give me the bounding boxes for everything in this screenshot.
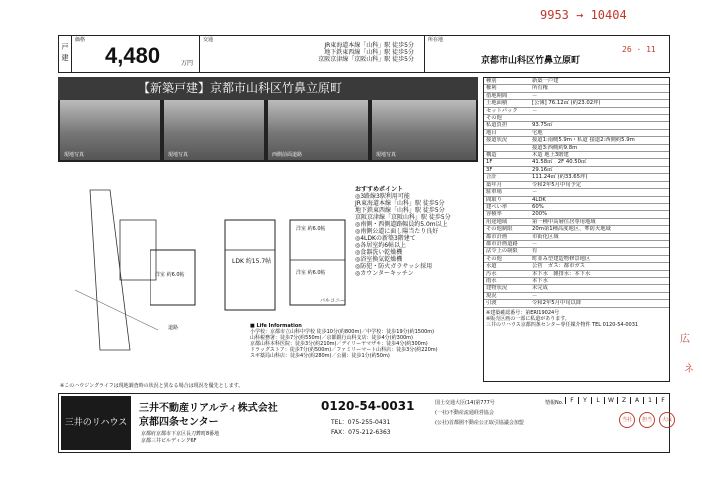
spec-row bbox=[484, 85, 669, 92]
site-map bbox=[70, 180, 160, 360]
spec-value: [公簿] 76.12㎡ (約23.02坪) bbox=[530, 100, 669, 107]
spec-key: 種別 bbox=[484, 78, 530, 85]
code-cells bbox=[565, 397, 670, 404]
spec-row bbox=[484, 100, 669, 107]
feature-item: ◎4LDKの新築3階建て bbox=[355, 235, 416, 242]
handwritten-side-note-1: 広 bbox=[680, 334, 690, 345]
room-label: 洋室 約6.0帖 bbox=[296, 270, 326, 276]
traffic-line: 京阪京津線「京阪山科」駅 徒歩5分 bbox=[318, 56, 414, 63]
code-cell: Y bbox=[578, 397, 591, 404]
tel-number[interactable]: TEL：075-255-0431 bbox=[331, 419, 391, 426]
spec-value: 宅地 bbox=[530, 129, 669, 136]
spec-row bbox=[484, 211, 669, 218]
spec-row bbox=[484, 107, 669, 114]
spec-key: 容積率 bbox=[484, 211, 530, 218]
photo-caption: 現地写真 bbox=[64, 152, 85, 158]
feature-item: ◎防犯・防火ガラサッシ採用 bbox=[355, 263, 433, 270]
code-cell: A bbox=[630, 397, 643, 404]
spec-row bbox=[484, 159, 669, 166]
remarks bbox=[484, 308, 669, 330]
feature-item: 京阪京津線「京阪山科」駅 徒歩5分 bbox=[355, 214, 451, 221]
life-info-heading: ■ Life Information bbox=[250, 323, 302, 329]
spec-row bbox=[484, 144, 669, 151]
spec-row bbox=[484, 181, 669, 188]
life-info-line: ドラッグストア：徒歩7分(約500m)／ファミリーマート山科店：徒歩3分(約220m) bbox=[250, 347, 438, 353]
spec-value: 60% bbox=[530, 203, 669, 210]
spec-row bbox=[484, 196, 669, 203]
footer bbox=[58, 393, 670, 453]
spec-row bbox=[484, 115, 669, 122]
fax-number: FAX：075-212-6363 bbox=[331, 429, 391, 436]
spec-row bbox=[484, 285, 669, 292]
spec-row bbox=[484, 263, 669, 270]
code-cell: F bbox=[565, 397, 578, 404]
road-label: 道路 bbox=[168, 325, 179, 331]
stamp: 大成 bbox=[659, 412, 675, 428]
site-photo bbox=[60, 100, 160, 160]
banner-title: 【新築戸建】京都市山科区竹鼻立原町 bbox=[58, 77, 478, 100]
traffic-lines bbox=[209, 42, 414, 63]
spec-key: 都市計画 bbox=[484, 233, 530, 240]
spec-row bbox=[484, 137, 669, 144]
spec-value: 本下水 bbox=[530, 277, 669, 284]
spec-key bbox=[484, 144, 530, 151]
feature-item: ◎カウンターキッチン bbox=[355, 270, 414, 277]
feature-item: ◎3路線3駅利用可能 bbox=[355, 193, 410, 200]
site-photo bbox=[372, 100, 476, 160]
remark-line: ※販売区画の一部に私道があります。 bbox=[486, 315, 570, 322]
spec-value: － bbox=[530, 189, 669, 196]
spec-key: 引渡 bbox=[484, 300, 530, 307]
spec-value: 市街化区域 bbox=[530, 233, 669, 240]
spec-value: 41.58㎡ 2F 40.50㎡ bbox=[530, 159, 669, 166]
photo-caption: 現地写真 bbox=[168, 152, 189, 158]
handwritten-ref-note: 9953 → 10404 bbox=[540, 8, 627, 22]
code-cell: L bbox=[591, 397, 604, 404]
rehouse-logo: 三井のリハウス bbox=[61, 396, 131, 450]
spec-key: 3F bbox=[484, 166, 530, 173]
spec-key: 土地面積 bbox=[484, 100, 530, 107]
spec-key: 水道 bbox=[484, 263, 530, 270]
spec-row bbox=[484, 218, 669, 225]
spec-value: 公営 ガス：都市ガス bbox=[530, 263, 669, 270]
branch-name: 京都四条センター bbox=[139, 417, 219, 428]
features-heading: おすすめポイント bbox=[355, 186, 404, 193]
spec-value: 令和2年5月中旬予定 bbox=[530, 181, 669, 188]
life-info-line: スギ薬局山科店：徒歩4分(約280m)／公園：徒歩1分(約50m) bbox=[250, 353, 390, 359]
spec-value: 111.24㎡ (約33.65坪) bbox=[530, 174, 669, 181]
spec-key: その他制限 bbox=[484, 226, 530, 233]
spec-value: 新築一戸建 bbox=[530, 78, 669, 85]
spec-key: 雨水 bbox=[484, 277, 530, 284]
feature-item: ◎南側公道に面し陽当たり良好 bbox=[355, 228, 439, 235]
spec-value: 令和2年5月中旬以降 bbox=[530, 300, 669, 307]
spec-row bbox=[484, 203, 669, 210]
life-info-line: 京都山科本科医院：徒歩3分(約210m)／デイリーヤマザキ：徒歩4分(約300m) bbox=[250, 341, 428, 347]
company-name: 三井不動産リアルティ株式会社 bbox=[139, 403, 278, 414]
price-unit: 万円 bbox=[181, 60, 194, 67]
spec-key: 築年月 bbox=[484, 181, 530, 188]
spec-value: － bbox=[530, 292, 669, 299]
spec-value: 接道1:南側5.9m・私道 接道2:西側約5.9m bbox=[530, 137, 669, 144]
spec-key: 汚水 bbox=[484, 270, 530, 277]
spec-row bbox=[484, 277, 669, 284]
spec-row bbox=[484, 129, 669, 136]
spec-value bbox=[530, 115, 669, 122]
spec-row bbox=[484, 292, 669, 299]
feature-item: ◎浴室換気乾燥機 bbox=[355, 256, 403, 263]
life-info bbox=[250, 323, 475, 359]
spec-value: 200% bbox=[530, 211, 669, 218]
feature-item: JR東海道本線「山科」駅 徒歩5分 bbox=[355, 200, 445, 207]
spec-row bbox=[484, 248, 669, 255]
spec-key: その他 bbox=[484, 115, 530, 122]
traffic-line: JR東海道本線「山科」駅 徒歩5分 bbox=[324, 42, 414, 49]
price-label: 価格 bbox=[75, 37, 86, 43]
spec-row bbox=[484, 92, 669, 99]
spec-row bbox=[484, 189, 669, 196]
spec-value: 29.16㎡ bbox=[530, 166, 669, 173]
feature-item: ◎南側・西側道路幅員約5.0m以上 bbox=[355, 221, 448, 228]
spec-key: 私道負担 bbox=[484, 122, 530, 129]
stamps bbox=[619, 412, 675, 428]
notice-text: ※このハウジングライフは現地調査時の状況と異なる場合は現況を優先とします。 bbox=[60, 383, 244, 389]
room-label: 洋室 約6.0帖 bbox=[155, 272, 185, 278]
feature-item: 地下鉄東西線「山科」駅 徒歩5分 bbox=[355, 207, 445, 214]
license-line: (一社)不動産流通経営協会 bbox=[435, 410, 494, 416]
spec-value: 町並み型建造物修景地区 bbox=[530, 255, 669, 262]
handwritten-date-note: 26 · 11 bbox=[622, 45, 656, 54]
spec-row bbox=[484, 255, 669, 262]
spec-key: 合計 bbox=[484, 174, 530, 181]
spec-value: 第一種中高層住居専用地域 bbox=[530, 218, 669, 225]
feature-item: ◎各居室約6帖以上 bbox=[355, 242, 407, 249]
spec-key: 接道状況 bbox=[484, 137, 530, 144]
photo-strip bbox=[58, 100, 478, 162]
spec-key: 駐車場 bbox=[484, 189, 530, 196]
life-info-line: 小学校：京都市立山科中学校 徒歩10分(約800m)／中学校：徒歩19分(約1500m) bbox=[250, 329, 435, 335]
spec-row bbox=[484, 270, 669, 277]
code-label: 情報No. bbox=[545, 400, 564, 406]
price-value: 4,480 bbox=[105, 43, 161, 68]
traffic-line: 地下鉄東西線「山科」駅 徒歩5分 bbox=[324, 49, 414, 56]
spec-row bbox=[484, 226, 669, 233]
remark-line: 三井のリハウス京都四条センター専任媒介物件 TEL 0120-54-0031 bbox=[486, 321, 639, 328]
code-cell: Z bbox=[617, 397, 630, 404]
spec-key: 用途地域 bbox=[484, 218, 530, 225]
address-line: 京都三井ビルディング6F bbox=[141, 438, 197, 444]
spec-key: 建物状況 bbox=[484, 285, 530, 292]
spec-key: その他 bbox=[484, 255, 530, 262]
spec-key: 建ぺい率 bbox=[484, 203, 530, 210]
spec-value: 接道3:西側約9.8m bbox=[530, 144, 669, 151]
spec-row bbox=[484, 233, 669, 240]
spec-key: 間取り bbox=[484, 196, 530, 203]
spec-value: 所有権 bbox=[530, 85, 669, 92]
spec-value: 未完成 bbox=[530, 285, 669, 292]
spec-row bbox=[484, 300, 669, 307]
spec-key: 都市計画道路 bbox=[484, 240, 530, 247]
spec-row bbox=[484, 166, 669, 173]
divider bbox=[424, 36, 425, 72]
road-photo bbox=[268, 100, 368, 160]
spec-value: 有 bbox=[530, 248, 669, 255]
spec-table bbox=[483, 77, 670, 382]
spec-value: － bbox=[530, 107, 669, 114]
photo-caption: 西側前面道路 bbox=[272, 152, 303, 158]
balcony-label: バルコニー bbox=[320, 298, 346, 304]
remark-line: ※建築確認番号：第ERI19024号 bbox=[486, 309, 560, 316]
divider bbox=[199, 36, 200, 72]
spec-key: 法令上の制限 bbox=[484, 248, 530, 255]
spec-key: 権利 bbox=[484, 85, 530, 92]
location-value: 京都市山科区竹鼻立原町 bbox=[481, 56, 581, 66]
category-label: 戸建 bbox=[59, 36, 72, 72]
spec-value: 本下水 雑排水：本下水 bbox=[530, 270, 669, 277]
life-info-line: 山科税務署：徒歩7分(約550m)／京都銀行山科支店：徒歩4分(約300m) bbox=[250, 335, 413, 341]
location-label: 所在地 bbox=[428, 37, 444, 43]
address-line: 京都府京都市下京区長刀鉾町8番地 bbox=[141, 431, 220, 437]
header-row bbox=[58, 35, 670, 73]
spec-value: 4LDK bbox=[530, 196, 669, 203]
traffic-label: 交通 bbox=[203, 37, 214, 43]
spec-key: 構造 bbox=[484, 152, 530, 159]
spec-key: セットバック bbox=[484, 107, 530, 114]
site-photo bbox=[164, 100, 264, 160]
spec-row bbox=[484, 240, 669, 247]
spec-row bbox=[484, 122, 669, 129]
spec-value: 木造 地上3階建 bbox=[530, 152, 669, 159]
feature-item: ◎食器洗い乾燥機 bbox=[355, 249, 403, 256]
spec-value: 93.75㎡ bbox=[530, 122, 669, 129]
code-cell: 1 bbox=[643, 397, 656, 404]
spec-key: 借地期間 bbox=[484, 92, 530, 99]
stamp: 当社 bbox=[619, 412, 635, 428]
code-cell: F bbox=[656, 397, 670, 404]
spec-value: 20m第1種高度地区、準防火地域 bbox=[530, 226, 669, 233]
license-line: (公社)首都圏不動産公正取引協議会加盟 bbox=[435, 420, 524, 426]
spec-row bbox=[484, 78, 669, 85]
handwritten-side-note-2: ネ bbox=[684, 364, 694, 375]
license-line: 国土交通大臣(14)第777号 bbox=[435, 400, 495, 406]
ldk-label: LDK 約15.7帖 bbox=[232, 258, 272, 265]
features-list bbox=[355, 186, 480, 277]
room-label: 洋室 約6.0帖 bbox=[296, 226, 326, 232]
spec-key: 1F bbox=[484, 159, 530, 166]
spec-key: 地目 bbox=[484, 129, 530, 136]
stamp: 担当 bbox=[639, 412, 655, 428]
code-cell: W bbox=[604, 397, 617, 404]
spec-value: － bbox=[530, 240, 669, 247]
freecall-number[interactable]: 0120-54-0031 bbox=[321, 399, 415, 413]
photo-caption: 現地写真 bbox=[376, 152, 397, 158]
spec-key: 現況 bbox=[484, 292, 530, 299]
spec-row bbox=[484, 174, 669, 181]
spec-row bbox=[484, 152, 669, 159]
spec-value: － bbox=[530, 92, 669, 99]
